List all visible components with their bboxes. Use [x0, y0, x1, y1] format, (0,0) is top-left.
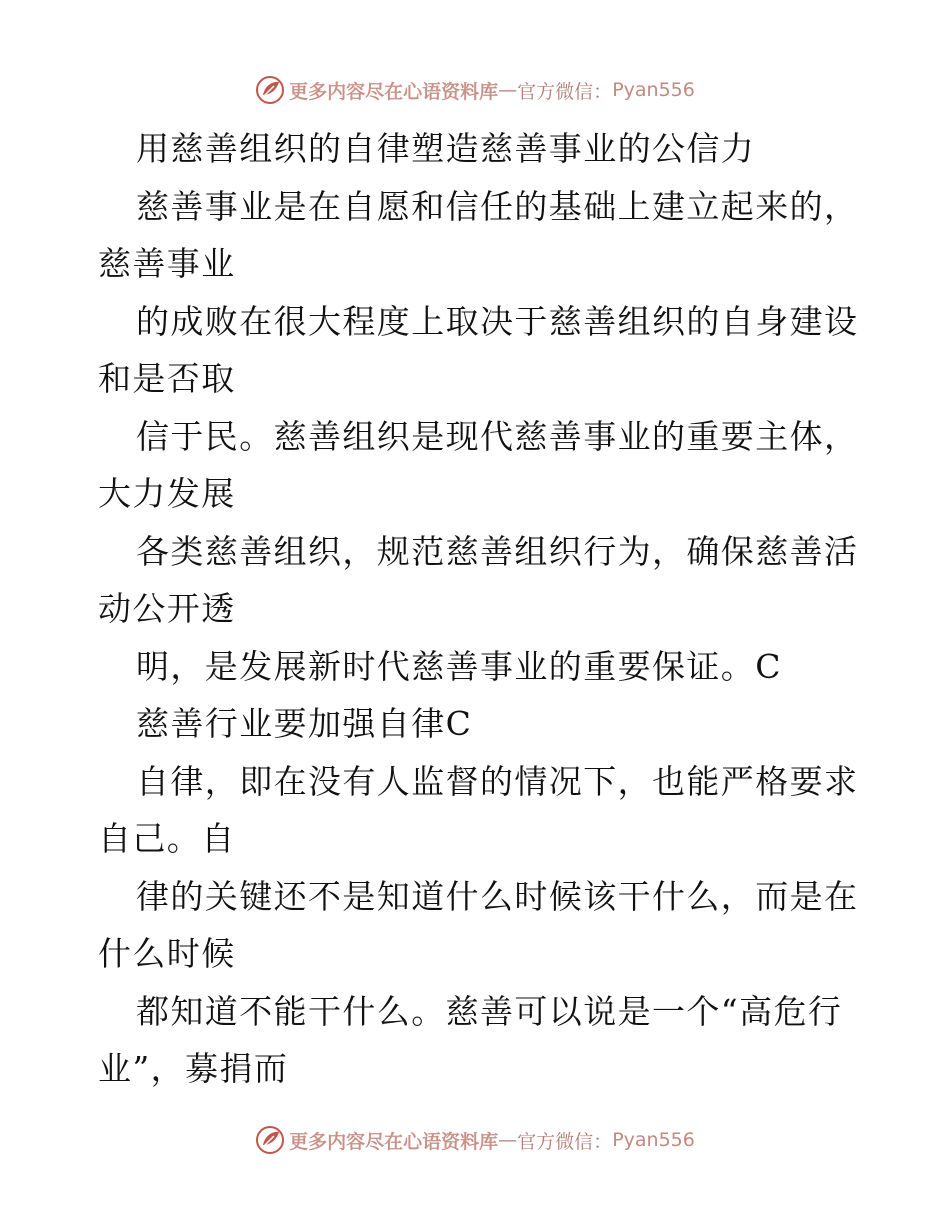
paragraph-line: 明，是发展新时代慈善事业的重要保证。C: [136, 646, 782, 686]
paragraph-line: 的成败在很大程度上取决于慈善组织的自身建设: [136, 301, 859, 341]
header-watermark: [0, 70, 950, 110]
watermark-id-text: Pyan556: [612, 79, 695, 101]
paragraph-line: 用慈善组织的自律塑造慈善事业的公信力: [136, 129, 756, 168]
paragraph-line: 自己。自: [98, 819, 236, 858]
footer-watermark: [0, 1120, 950, 1160]
paragraph-line: 慈善行业要加强自律C: [136, 704, 473, 743]
paragraph-line: 业”，募捐而: [98, 1049, 289, 1088]
watermark-main-text: 更多内容尽在心语资料库: [289, 1130, 499, 1153]
watermark-main-text: 更多内容尽在心语资料库: [289, 80, 499, 103]
paragraph-line: 信于民。慈善组织是现代慈善事业的重要主体，: [136, 416, 859, 456]
paragraph-line: 大力发展: [98, 474, 236, 513]
paragraph-line: 律的关键还不是知道什么时候该干什么，而是在: [136, 876, 859, 916]
watermark-sub-text: 官方微信：: [517, 80, 613, 103]
paragraph-line: 自律，即在没有人监督的情况下，也能严格要求: [136, 761, 859, 801]
paragraph-line: 各类慈善组织，规范慈善组织行为，确保慈善活: [136, 531, 859, 571]
watermark-sub-text: 官方微信：: [517, 1130, 613, 1153]
paragraph-line: 动公开透: [98, 589, 236, 628]
leaf-logo-icon: [255, 1125, 285, 1155]
watermark-dash: —: [498, 79, 518, 101]
paragraph-line: 什么时候: [98, 934, 236, 973]
leaf-logo-icon: [255, 75, 285, 105]
paragraph-line: 和是否取: [98, 359, 236, 398]
paragraph-line: 都知道不能干什么。慈善可以说是一个“高危行: [136, 991, 843, 1031]
paragraph-line: 慈善事业: [98, 244, 236, 283]
document-body: [98, 120, 858, 1098]
watermark-dash: —: [498, 1129, 518, 1151]
watermark-id-text: Pyan556: [612, 1129, 695, 1151]
paragraph-line: 慈善事业是在自愿和信任的基础上建立起来的，: [136, 186, 859, 226]
